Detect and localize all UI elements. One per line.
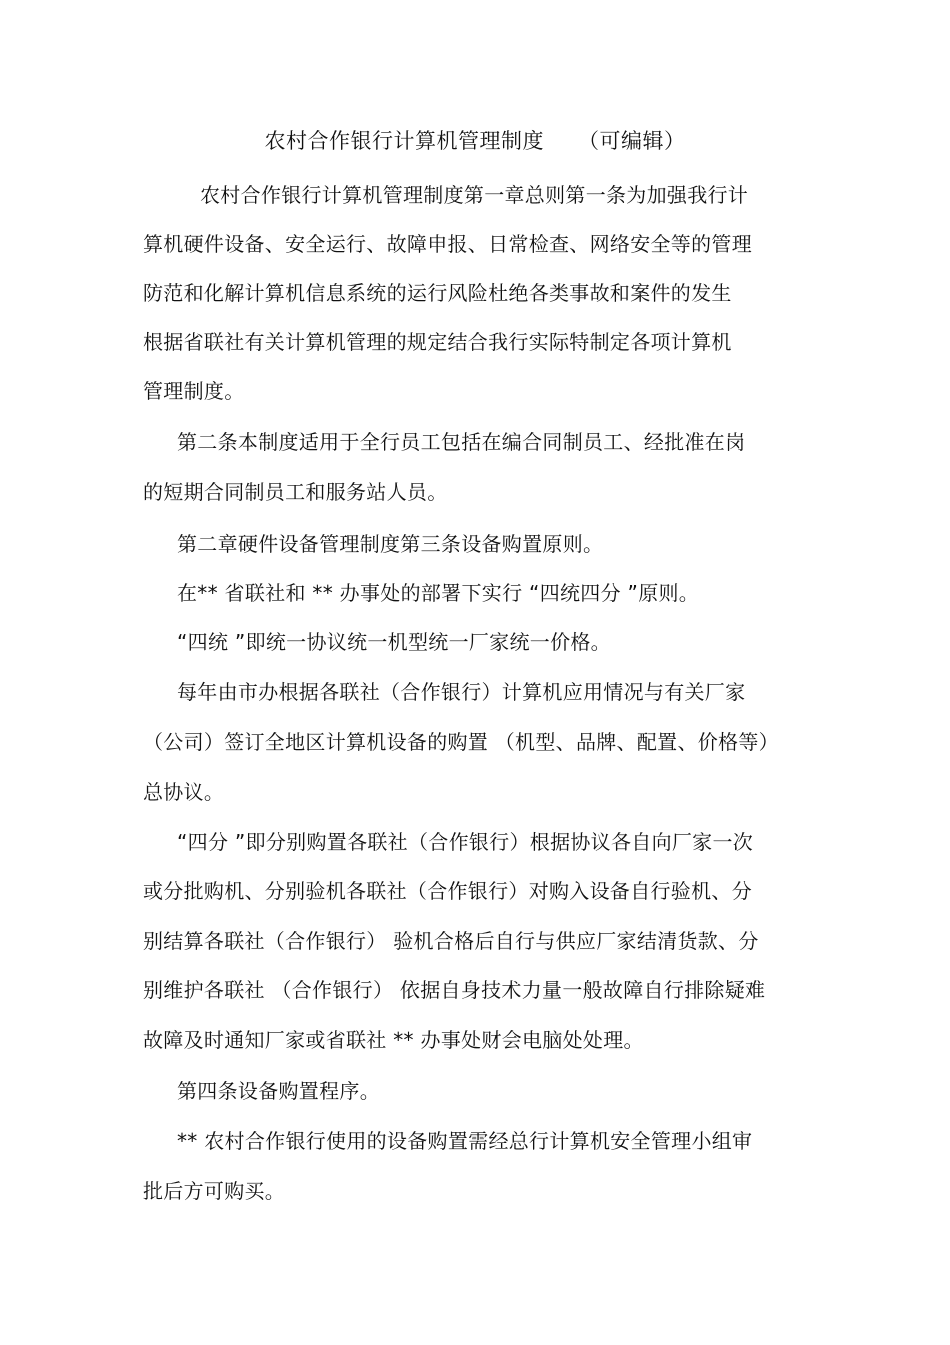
body-line: “四统 ”即统一协议统一机型统一厂家统一价格。 <box>177 630 611 654</box>
body-line: 别结算各联社（合作银行） 验机合格后自行与供应厂家结清货款、分 <box>143 929 759 953</box>
body-line: 算机硬件设备、安全运行、故障申报、日常检查、网络安全等的管理 <box>143 232 752 256</box>
body-line: “四分 ”即分别购置各联社（合作银行）根据协议各自向厂家一次 <box>177 830 754 854</box>
body-line: （公司）签订全地区计算机设备的购置 （机型、品牌、配置、价格等） <box>143 730 779 754</box>
body-line: 防范和化解计算机信息系统的运行风险杜绝各类事故和案件的发生 <box>143 281 732 305</box>
body-line: 管理制度。 <box>143 379 245 403</box>
body-line: 批后方可购买。 <box>143 1179 286 1203</box>
body-line: 第二条本制度适用于全行员工包括在编合同制员工、经批准在岗 <box>177 430 746 454</box>
body-line: ** 农村合作银行使用的设备购置需经总行计算机安全管理小组审 <box>177 1129 753 1153</box>
body-line: 别维护各联社 （合作银行） 依据自身技术力量一般故障自行排除疑难 <box>143 978 766 1002</box>
body-line: 第二章硬件设备管理制度第三条设备购置原则。 <box>177 532 604 556</box>
title-main: 农村合作银行计算机管理制度 <box>264 129 544 153</box>
body-line: 根据省联社有关计算机管理的规定结合我行实际特制定各项计算机 <box>143 330 732 354</box>
title-suffix: （可编辑） <box>578 129 686 153</box>
body-line: 每年由市办根据各联社（合作银行）计算机应用情况与有关厂家 <box>177 680 746 704</box>
document-title <box>0 126 950 156</box>
body-line: 故障及时通知厂家或省联社 ** 办事处财会电脑处处理。 <box>143 1028 644 1052</box>
body-line: 的短期合同制员工和服务站人员。 <box>143 480 448 504</box>
body-line: 或分批购机、分别验机各联社（合作银行）对购入设备自行验机、分 <box>143 879 752 903</box>
body-line: 第四条设备购置程序。 <box>177 1079 380 1103</box>
body-line: 总协议。 <box>143 780 225 804</box>
body-line: 农村合作银行计算机管理制度第一章总则第一条为加强我行计 <box>200 183 749 207</box>
body-line: 在** 省联社和 ** 办事处的部署下实行 “四统四分 ”原则。 <box>177 581 700 605</box>
